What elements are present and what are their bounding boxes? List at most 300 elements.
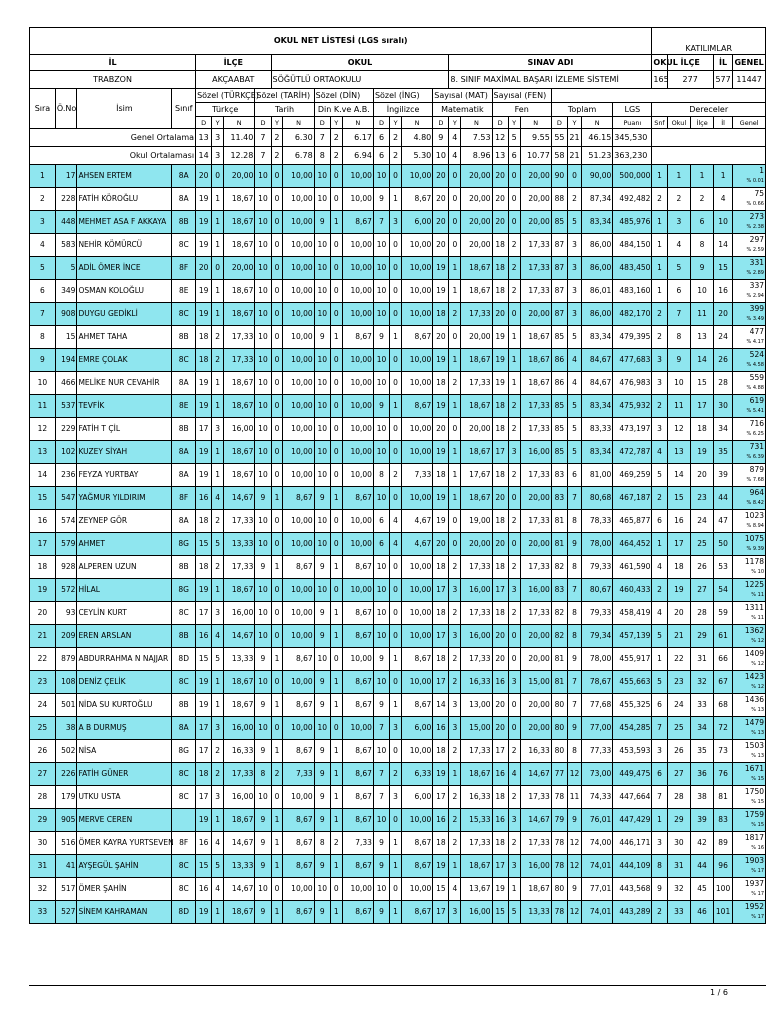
net-cell: 1 xyxy=(212,464,224,487)
net-cell: 8 xyxy=(568,602,582,625)
lgs-cell: 449,475 xyxy=(613,763,652,786)
net-cell: 16,33 xyxy=(224,740,255,763)
isim-cell: MELİKE NUR CEVAHİR xyxy=(77,372,172,395)
net-cell: 18 xyxy=(433,740,449,763)
net-cell: 20 xyxy=(433,188,449,211)
net-cell: 3 xyxy=(390,786,402,809)
genel-rank-cell xyxy=(733,648,766,671)
net-cell: 0 xyxy=(330,510,342,533)
average-value: 7 xyxy=(255,147,271,165)
net-cell: 10,00 xyxy=(401,671,432,694)
net-cell: 10,00 xyxy=(401,303,432,326)
sira-cell: 32 xyxy=(30,878,56,901)
rank-snf-label: Snf xyxy=(652,117,667,129)
net-cell: 4 xyxy=(568,372,582,395)
katilim-okul-header: OKUL xyxy=(652,55,667,71)
net-cell: 8,67 xyxy=(342,740,373,763)
rank-cell: 2 xyxy=(652,579,667,602)
table-row xyxy=(30,878,766,901)
net-cell: 10,00 xyxy=(342,579,373,602)
net-cell: 3 xyxy=(449,625,461,648)
rank-cell: 30 xyxy=(667,832,691,855)
ono-cell: 108 xyxy=(55,671,77,694)
ono-cell: 502 xyxy=(55,740,77,763)
genel-rank-value: 1423 xyxy=(744,672,764,681)
net-cell: 20 xyxy=(492,694,508,717)
il-value: TRABZON xyxy=(30,71,196,89)
dyn-label: Y xyxy=(568,117,582,129)
average-value: 2 xyxy=(390,129,402,147)
isim-cell: ÖMER ŞAHİN xyxy=(77,878,172,901)
net-cell: 2 xyxy=(330,832,342,855)
rank-cell: 4 xyxy=(652,602,667,625)
table-row xyxy=(30,786,766,809)
net-cell: 1 xyxy=(212,303,224,326)
net-cell: 9 xyxy=(373,855,389,878)
isim-cell: OSMAN KOLOĞLU xyxy=(77,280,172,303)
net-cell: 77,68 xyxy=(582,694,613,717)
net-cell: 18,67 xyxy=(461,855,492,878)
net-cell: 10 xyxy=(255,671,271,694)
net-cell: 13,33 xyxy=(224,533,255,556)
net-cell: 3 xyxy=(212,602,224,625)
net-cell: 18 xyxy=(433,832,449,855)
net-cell: 17 xyxy=(196,786,212,809)
net-cell: 73,00 xyxy=(582,763,613,786)
net-cell: 17 xyxy=(196,418,212,441)
net-cell: 8,67 xyxy=(401,395,432,418)
net-cell: 20,00 xyxy=(461,418,492,441)
ono-cell: 537 xyxy=(55,395,77,418)
lgs-cell: 454,285 xyxy=(613,717,652,740)
net-cell: 6 xyxy=(568,464,582,487)
net-cell: 18,67 xyxy=(224,901,255,924)
isim-cell: EREN ARSLAN xyxy=(77,625,172,648)
net-cell: 2 xyxy=(508,510,520,533)
net-cell: 6,00 xyxy=(401,786,432,809)
net-cell: 20 xyxy=(492,717,508,740)
net-cell: 1 xyxy=(330,671,342,694)
average-blank xyxy=(652,147,766,165)
net-cell: 10,00 xyxy=(342,257,373,280)
sira-cell: 12 xyxy=(30,418,56,441)
net-cell: 20 xyxy=(492,625,508,648)
din-top-header: Sözel (DİN) xyxy=(314,89,373,103)
rank-cell: 11 xyxy=(691,303,714,326)
net-cell: 18,67 xyxy=(224,694,255,717)
net-cell: 10,00 xyxy=(283,165,314,188)
table-row xyxy=(30,625,766,648)
rank-cell: 50 xyxy=(713,533,732,556)
sinif-cell: 8A xyxy=(172,441,196,464)
net-cell: 8,67 xyxy=(342,487,373,510)
katilim-ilce-header: İLÇE xyxy=(667,55,713,71)
net-cell: 10 xyxy=(373,602,389,625)
net-cell: 20,00 xyxy=(520,487,551,510)
lgs-cell: 472,787 xyxy=(613,441,652,464)
average-blank xyxy=(652,129,766,147)
net-cell: 7 xyxy=(568,487,582,510)
net-cell: 0 xyxy=(449,326,461,349)
table-row xyxy=(30,694,766,717)
net-cell: 2 xyxy=(449,671,461,694)
net-cell: 77,00 xyxy=(582,717,613,740)
isim-cell: ABDURRAHMA N NAJJAR xyxy=(77,648,172,671)
rank-cell: 3 xyxy=(652,418,667,441)
rank-cell: 2 xyxy=(652,395,667,418)
rank-cell: 1 xyxy=(652,533,667,556)
net-cell: 8,67 xyxy=(342,763,373,786)
net-cell: 10,00 xyxy=(342,878,373,901)
isim-cell: AYŞEGÜL ŞAHİN xyxy=(77,855,172,878)
net-cell: 2 xyxy=(508,786,520,809)
net-cell: 0 xyxy=(390,280,402,303)
genel-rank-cell xyxy=(733,303,766,326)
net-cell: 17,33 xyxy=(224,763,255,786)
net-cell: 2 xyxy=(212,510,224,533)
rank-cell: 33 xyxy=(667,901,691,924)
net-cell: 88 xyxy=(551,188,567,211)
net-cell: 0 xyxy=(271,418,283,441)
genel-percent: % 12 xyxy=(751,661,764,667)
genel-rank-value: 1362 xyxy=(744,626,764,635)
net-cell: 18,67 xyxy=(224,464,255,487)
rank-cell: 31 xyxy=(691,648,714,671)
net-cell: 15 xyxy=(196,855,212,878)
genel-rank-value: 1750 xyxy=(744,787,764,796)
net-cell: 16,00 xyxy=(520,441,551,464)
net-cell: 10 xyxy=(373,625,389,648)
isim-cell: DENİZ ÇELİK xyxy=(77,671,172,694)
net-cell: 1 xyxy=(449,763,461,786)
net-cell: 2 xyxy=(508,234,520,257)
net-cell: 80 xyxy=(551,740,567,763)
net-cell: 8,67 xyxy=(342,786,373,809)
net-cell: 0 xyxy=(508,303,520,326)
lgs-cell: 460,433 xyxy=(613,579,652,602)
dyn-label: D xyxy=(551,117,567,129)
net-cell: 10 xyxy=(314,533,330,556)
rank-cell: 2 xyxy=(652,303,667,326)
sira-cell: 3 xyxy=(30,211,56,234)
lgs-cell: 492,482 xyxy=(613,188,652,211)
net-cell: 87 xyxy=(551,234,567,257)
rank-cell: 11 xyxy=(667,395,691,418)
net-cell: 1 xyxy=(390,832,402,855)
net-cell: 8 xyxy=(373,464,389,487)
net-cell: 9 xyxy=(568,878,582,901)
net-cell: 0 xyxy=(271,510,283,533)
genel-rank-value: 1903 xyxy=(744,856,764,865)
net-cell: 10,00 xyxy=(283,211,314,234)
net-cell: 83,34 xyxy=(582,395,613,418)
dyn-label: D xyxy=(196,117,212,129)
net-cell: 2 xyxy=(449,556,461,579)
rank-cell: 2 xyxy=(652,188,667,211)
isim-cell: NEHİR KÖMÜRCÜ xyxy=(77,234,172,257)
dyn-label: D xyxy=(255,117,271,129)
ono-cell: 228 xyxy=(55,188,77,211)
rank-cell: 35 xyxy=(713,441,732,464)
average-value: 2 xyxy=(330,129,342,147)
net-cell: 8,67 xyxy=(342,625,373,648)
net-cell: 14,67 xyxy=(224,625,255,648)
net-cell: 0 xyxy=(271,303,283,326)
rank-cell: 9 xyxy=(691,257,714,280)
net-cell: 87,34 xyxy=(582,188,613,211)
average-value: 2 xyxy=(390,147,402,165)
net-cell: 78 xyxy=(551,832,567,855)
isim-cell: ADİL ÖMER İNCE xyxy=(77,257,172,280)
genel-rank-cell xyxy=(733,579,766,602)
net-cell: 10,00 xyxy=(283,234,314,257)
net-cell: 14,67 xyxy=(520,809,551,832)
dyn-label: D xyxy=(492,117,508,129)
net-cell: 10,00 xyxy=(401,625,432,648)
net-cell: 86,00 xyxy=(582,257,613,280)
net-cell: 10 xyxy=(255,418,271,441)
rank-cell: 1 xyxy=(652,234,667,257)
net-cell: 13,67 xyxy=(461,878,492,901)
net-cell: 1 xyxy=(271,694,283,717)
rank-cell: 3 xyxy=(652,832,667,855)
lgs-cell: 475,932 xyxy=(613,395,652,418)
rank-cell: 2 xyxy=(667,188,691,211)
net-cell: 83 xyxy=(551,487,567,510)
average-value: 13 xyxy=(196,129,212,147)
dyn-label: Y xyxy=(508,117,520,129)
net-cell: 19 xyxy=(492,326,508,349)
isim-cell: TEVFİK xyxy=(77,395,172,418)
average-value: 6.30 xyxy=(283,129,314,147)
net-cell: 1 xyxy=(390,648,402,671)
net-cell: 17,33 xyxy=(224,349,255,372)
fen-subheader: Fen xyxy=(492,103,551,117)
net-cell: 10 xyxy=(255,280,271,303)
net-cell: 16,00 xyxy=(461,579,492,602)
rank-cell: 39 xyxy=(713,464,732,487)
net-cell: 19 xyxy=(196,234,212,257)
net-cell: 0 xyxy=(390,303,402,326)
sinif-cell: 8C xyxy=(172,763,196,786)
rank-cell: 83 xyxy=(713,809,732,832)
genel-rank-value: 716 xyxy=(749,419,764,428)
sinif-cell: 8B xyxy=(172,211,196,234)
fen-top-header: Sayısal (FEN) xyxy=(492,89,551,103)
net-cell: 0 xyxy=(271,165,283,188)
tarih-top-header: Sözel (TARİH) xyxy=(255,89,314,103)
average-value: 21 xyxy=(568,147,582,165)
rank-il-label: İl xyxy=(713,117,732,129)
net-cell: 2 xyxy=(212,740,224,763)
rank-cell: 15 xyxy=(667,487,691,510)
net-cell: 8,67 xyxy=(283,901,314,924)
net-cell: 0 xyxy=(508,717,520,740)
genel-percent: % 13 xyxy=(751,753,764,759)
net-cell: 14,67 xyxy=(520,763,551,786)
table-row xyxy=(30,257,766,280)
genel-percent: % 0.01 xyxy=(746,178,764,184)
net-cell: 0 xyxy=(271,579,283,602)
rank-cell: 25 xyxy=(691,533,714,556)
rank-cell: 10 xyxy=(691,280,714,303)
net-cell: 10 xyxy=(373,556,389,579)
net-cell: 1 xyxy=(449,441,461,464)
net-cell: 20 xyxy=(433,326,449,349)
lgs-header: LGS xyxy=(613,103,652,117)
net-cell: 17 xyxy=(196,717,212,740)
net-cell: 19 xyxy=(433,395,449,418)
average-value: 6.78 xyxy=(283,147,314,165)
net-cell: 15 xyxy=(196,533,212,556)
isim-cell: AHMET xyxy=(77,533,172,556)
net-cell: 19 xyxy=(196,464,212,487)
net-cell: 10,00 xyxy=(283,510,314,533)
net-cell: 0 xyxy=(330,280,342,303)
sira-cell: 27 xyxy=(30,763,56,786)
genel-rank-value: 477 xyxy=(749,327,764,336)
average-value: 12 xyxy=(492,129,508,147)
net-cell: 0 xyxy=(508,694,520,717)
net-cell: 7 xyxy=(373,763,389,786)
net-cell: 18 xyxy=(196,556,212,579)
net-cell: 8 xyxy=(568,625,582,648)
table-row xyxy=(30,165,766,188)
net-cell: 14,67 xyxy=(224,487,255,510)
genel-percent: % 15 xyxy=(751,822,764,828)
sinif-cell: 8B xyxy=(172,418,196,441)
rank-cell: 29 xyxy=(691,625,714,648)
rank-cell: 3 xyxy=(652,740,667,763)
net-cell: 81 xyxy=(551,648,567,671)
rank-cell: 96 xyxy=(713,855,732,878)
net-cell: 1 xyxy=(390,326,402,349)
dyn-label: D xyxy=(314,117,330,129)
net-cell: 17,33 xyxy=(520,556,551,579)
rank-cell: 72 xyxy=(713,717,732,740)
net-cell: 18 xyxy=(433,303,449,326)
net-cell: 9 xyxy=(568,648,582,671)
net-cell: 8,67 xyxy=(283,556,314,579)
genel-percent: % 13 xyxy=(751,730,764,736)
net-cell: 0 xyxy=(508,165,520,188)
average-value: 4 xyxy=(449,147,461,165)
net-cell: 20 xyxy=(433,418,449,441)
net-cell: 20,00 xyxy=(461,188,492,211)
net-cell: 86,01 xyxy=(582,280,613,303)
net-cell: 79,34 xyxy=(582,625,613,648)
net-cell: 8,67 xyxy=(401,694,432,717)
net-cell: 10,00 xyxy=(342,395,373,418)
net-cell: 8 xyxy=(568,556,582,579)
ono-cell: 229 xyxy=(55,418,77,441)
genel-percent: % 4.58 xyxy=(746,362,764,368)
sira-cell: 10 xyxy=(30,372,56,395)
net-cell: 10 xyxy=(314,418,330,441)
net-cell: 8,67 xyxy=(283,855,314,878)
net-cell: 19 xyxy=(196,441,212,464)
net-cell: 17,33 xyxy=(224,326,255,349)
net-cell: 10 xyxy=(373,878,389,901)
net-cell: 1 xyxy=(212,372,224,395)
net-cell: 2 xyxy=(390,464,402,487)
net-cell: 1 xyxy=(508,878,520,901)
average-value: 46.15 xyxy=(582,129,613,147)
table-row xyxy=(30,464,766,487)
net-cell: 4 xyxy=(212,487,224,510)
net-cell: 2 xyxy=(508,418,520,441)
net-cell: 17,33 xyxy=(520,464,551,487)
net-cell: 16 xyxy=(492,763,508,786)
ono-cell: 527 xyxy=(55,901,77,924)
net-cell: 9 xyxy=(255,556,271,579)
net-cell: 9 xyxy=(255,487,271,510)
net-cell: 17,33 xyxy=(461,556,492,579)
net-cell: 18,67 xyxy=(520,326,551,349)
net-cell: 18 xyxy=(433,556,449,579)
net-cell: 1 xyxy=(330,487,342,510)
table-row xyxy=(30,648,766,671)
net-cell: 1 xyxy=(449,464,461,487)
net-cell: 10,00 xyxy=(342,648,373,671)
genel-rank-cell xyxy=(733,694,766,717)
net-cell: 17,33 xyxy=(520,418,551,441)
genel-rank-value: 619 xyxy=(749,396,764,405)
net-cell: 12 xyxy=(568,832,582,855)
genel-percent: % 7.68 xyxy=(746,477,764,483)
col-sinav-header: SINAV ADI xyxy=(449,55,652,71)
net-cell: 10 xyxy=(314,165,330,188)
genel-rank-cell xyxy=(733,556,766,579)
net-cell: 10 xyxy=(314,579,330,602)
net-cell: 1 xyxy=(330,786,342,809)
net-cell: 0 xyxy=(449,234,461,257)
net-cell: 9 xyxy=(373,648,389,671)
net-cell: 10,00 xyxy=(342,533,373,556)
table-row xyxy=(30,372,766,395)
genel-rank-cell xyxy=(733,740,766,763)
genel-rank-cell xyxy=(733,326,766,349)
lgs-cell: 453,593 xyxy=(613,740,652,763)
net-cell: 0 xyxy=(330,533,342,556)
net-cell: 78,00 xyxy=(582,648,613,671)
net-cell: 9 xyxy=(314,625,330,648)
net-cell: 17,33 xyxy=(224,510,255,533)
net-cell: 3 xyxy=(568,234,582,257)
net-cell: 10,00 xyxy=(283,533,314,556)
net-cell: 8,67 xyxy=(342,671,373,694)
net-cell: 79,33 xyxy=(582,556,613,579)
net-cell: 1 xyxy=(330,694,342,717)
net-cell: 0 xyxy=(330,418,342,441)
dyn-label: N xyxy=(520,117,551,129)
genel-percent: % 16 xyxy=(751,845,764,851)
isim-cell: ALPEREN UZUN xyxy=(77,556,172,579)
net-cell: 1 xyxy=(212,441,224,464)
net-cell: 19 xyxy=(433,349,449,372)
isim-cell: NİSA xyxy=(77,740,172,763)
sira-cell: 18 xyxy=(30,556,56,579)
net-cell: 19 xyxy=(196,372,212,395)
net-cell: 3 xyxy=(568,280,582,303)
net-cell: 17 xyxy=(433,786,449,809)
net-cell: 10 xyxy=(255,464,271,487)
net-cell: 19 xyxy=(433,510,449,533)
net-cell: 0 xyxy=(390,372,402,395)
dyn-label: N xyxy=(224,117,255,129)
average-value: 5.30 xyxy=(401,147,432,165)
net-cell: 0 xyxy=(271,280,283,303)
